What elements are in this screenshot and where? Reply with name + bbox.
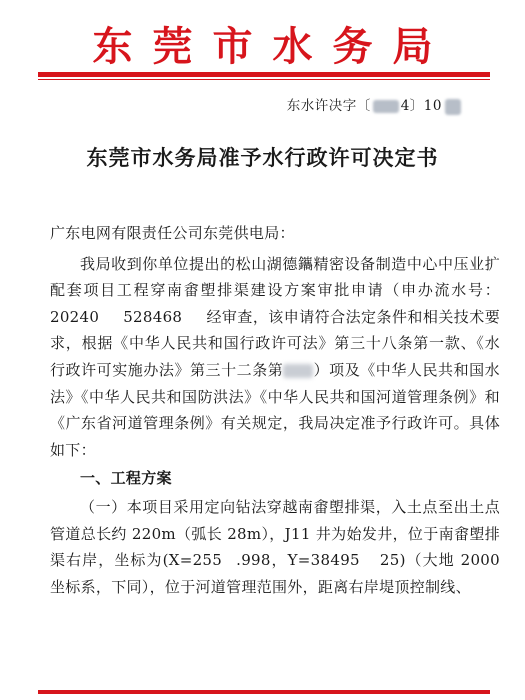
para2-text-b: .998，Y=38495 [236,551,360,570]
redaction-mark [445,99,461,115]
document-title: 东莞市水务局准予水行政许可决定书 [86,145,439,170]
para1-serial-tail: 528468 [123,307,183,326]
section-heading-engineering-plan: 一、工程方案 [80,469,172,488]
document-number-suffix: 4〕10 [400,98,442,114]
redaction-mark [283,364,313,378]
masthead-red-thin-rule [38,79,490,80]
masthead-org-name: 东莞市水务局 [92,22,453,70]
document-number [287,94,461,115]
redaction-mark [373,100,399,113]
masthead [0,14,525,72]
para2-text-a: （一）本项目采用定向钻法穿越南畬塱排渠，入土点至出土点管道总长约 220m（弧长 28m），J11 井为始发井，位于南畬塱排渠右岸，坐标为(X=255 [50,497,500,570]
para1-text-c: 经审查，该申请符合法定条件和相关技术要求，根据《中华人民共和国行政许可法》第三十八条第一款、《水行政许可实施办法》第三十二条第 [50,307,500,379]
para1-text-a: 我局收到你单位提出的松山湖德鑴精密设备制造中心中压业扩配套项目工程穿南畬塱排渠建设方案审批申请（申办流水号：20240 [50,254,500,326]
para2-text-c: 25)（大地 2000 坐标系，下同），位于河道管理范围外，距离右岸堤顶控制线、 [50,551,500,596]
addressee: 广东电网有限责任公司东莞供电局： [50,224,295,242]
paragraph-plan-item-1 [50,494,500,600]
para1-text-d: ）项及《中华人民共和国水法》《中华人民共和国防洪法》《中华人民共和国河道管理条例》和《广东省河道管理条例》有关规定，我局决定准予行政许可。具体如下： [50,360,500,459]
paragraph-application [50,251,500,464]
footer-red-rule [38,690,490,694]
masthead-red-rule [38,72,490,77]
document-body [50,220,500,600]
document-number-prefix: 东水许决字〔 [286,98,371,114]
